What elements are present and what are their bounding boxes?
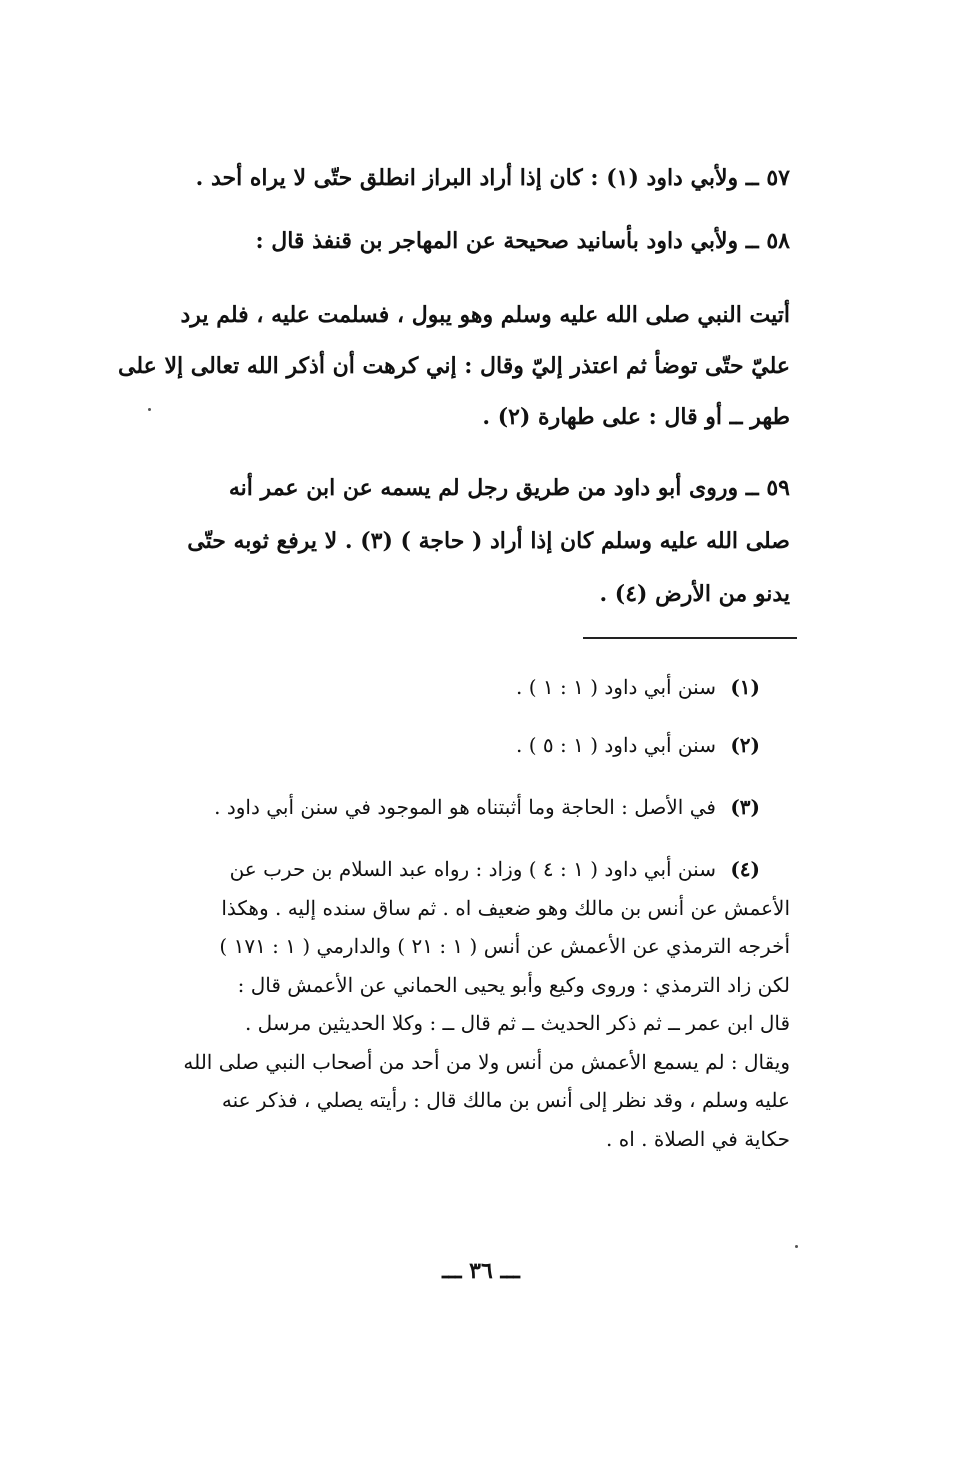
hadith-59-line: صلى الله عليه وسلم كان إذا أراد ( حاجة ) (٣) . لا يرفع ثوبه حتّى (187, 528, 790, 554)
footnote-line: عليه وسلم ، وقد نظر إلى أنس بن مالك قال : رأيته يصلي ، فذكر عنه (221, 1088, 790, 1112)
footnote-text: في الأصل : الحاجة وما أثبتناه هو الموجود في سنن أبي داود . (214, 795, 716, 819)
footnote-line: الأعمش عن أنس بن مالك وهو ضعيف اه . ثم ساق سنده إليه . وهكذا (221, 895, 790, 920)
footnote-text: سنن أبي داود ( ١ : ٥ ) . (516, 733, 716, 757)
page-number: ـــ ٣٦ ـــ (442, 1258, 520, 1284)
scan-speck (148, 408, 151, 411)
footnote-separator (583, 637, 797, 639)
footnote-marker: (٤) (730, 857, 760, 881)
footnote-marker: (٣) (730, 795, 760, 819)
footnote-marker: (٢) (730, 733, 760, 757)
hadith-58-line: طهر ــ أو قال : على طهارة (٢) . (482, 404, 790, 430)
hadith-59-line: يدنو من الأرض (٤) . (599, 581, 790, 607)
footnote-line: لكن زاد الترمذي : وروى وكيع وأبو يحيى الحماني عن الأعمش قال : (237, 972, 790, 997)
hadith-57: ٥٧ ــ ولأبي داود (١) : كان إذا أراد البراز انطلق حتّى لا يراه أحد . (195, 165, 790, 191)
footnote-4 (140, 850, 790, 1158)
scan-speck (795, 1245, 798, 1248)
footnote-line: قال ابن عمر ــ ثم ذكر الحديث ــ ثم قال ــ : وكلا الحديثين مرسل . (244, 1011, 790, 1035)
hadith-58-line: عليّ حتّى توضأ ثم اعتذر إليّ وقال : إني كرهت أن أذكر الله تعالى إلا على (118, 353, 790, 379)
footnote-text: سنن أبي داود ( ١ : ٤ ) وزاد : رواه عبد السلام بن حرب عن (229, 857, 716, 881)
hadith-58-intro: ٥٨ ــ ولأبي داود بأسانيد صحيحة عن المهاجر بن قنفذ قال : (255, 228, 790, 254)
footnote-line: حكاية في الصلاة . اه . (606, 1126, 790, 1151)
footnote-text: سنن أبي داود ( ١ : ١ ) . (516, 675, 716, 699)
footnote-line: ويقال : لم يسمع الأعمش من أنس ولا من أحد من أصحاب النبي صلى الله (183, 1049, 790, 1074)
footnote-1 (140, 675, 790, 699)
footnote-3 (140, 795, 790, 819)
footnote-2 (140, 733, 790, 757)
footnote-line: أخرجه الترمذي عن الأعمش عن أنس ( ١ : ٢١ ) والدارمي ( ١ : ١٧١ ) (219, 934, 790, 958)
footnote-line (140, 850, 790, 889)
hadith-59-line: ٥٩ ــ وروى أبو داود من طريق رجل لم يسمه عن ابن عمر أنه (228, 475, 790, 501)
footnote-marker: (١) (730, 675, 760, 699)
hadith-58-text (118, 290, 790, 443)
hadith-59 (140, 462, 790, 621)
hadith-58-line: أتيت النبي صلى الله عليه وسلم وهو يبول ، فسلمت عليه ، فلم يرد (180, 302, 790, 328)
